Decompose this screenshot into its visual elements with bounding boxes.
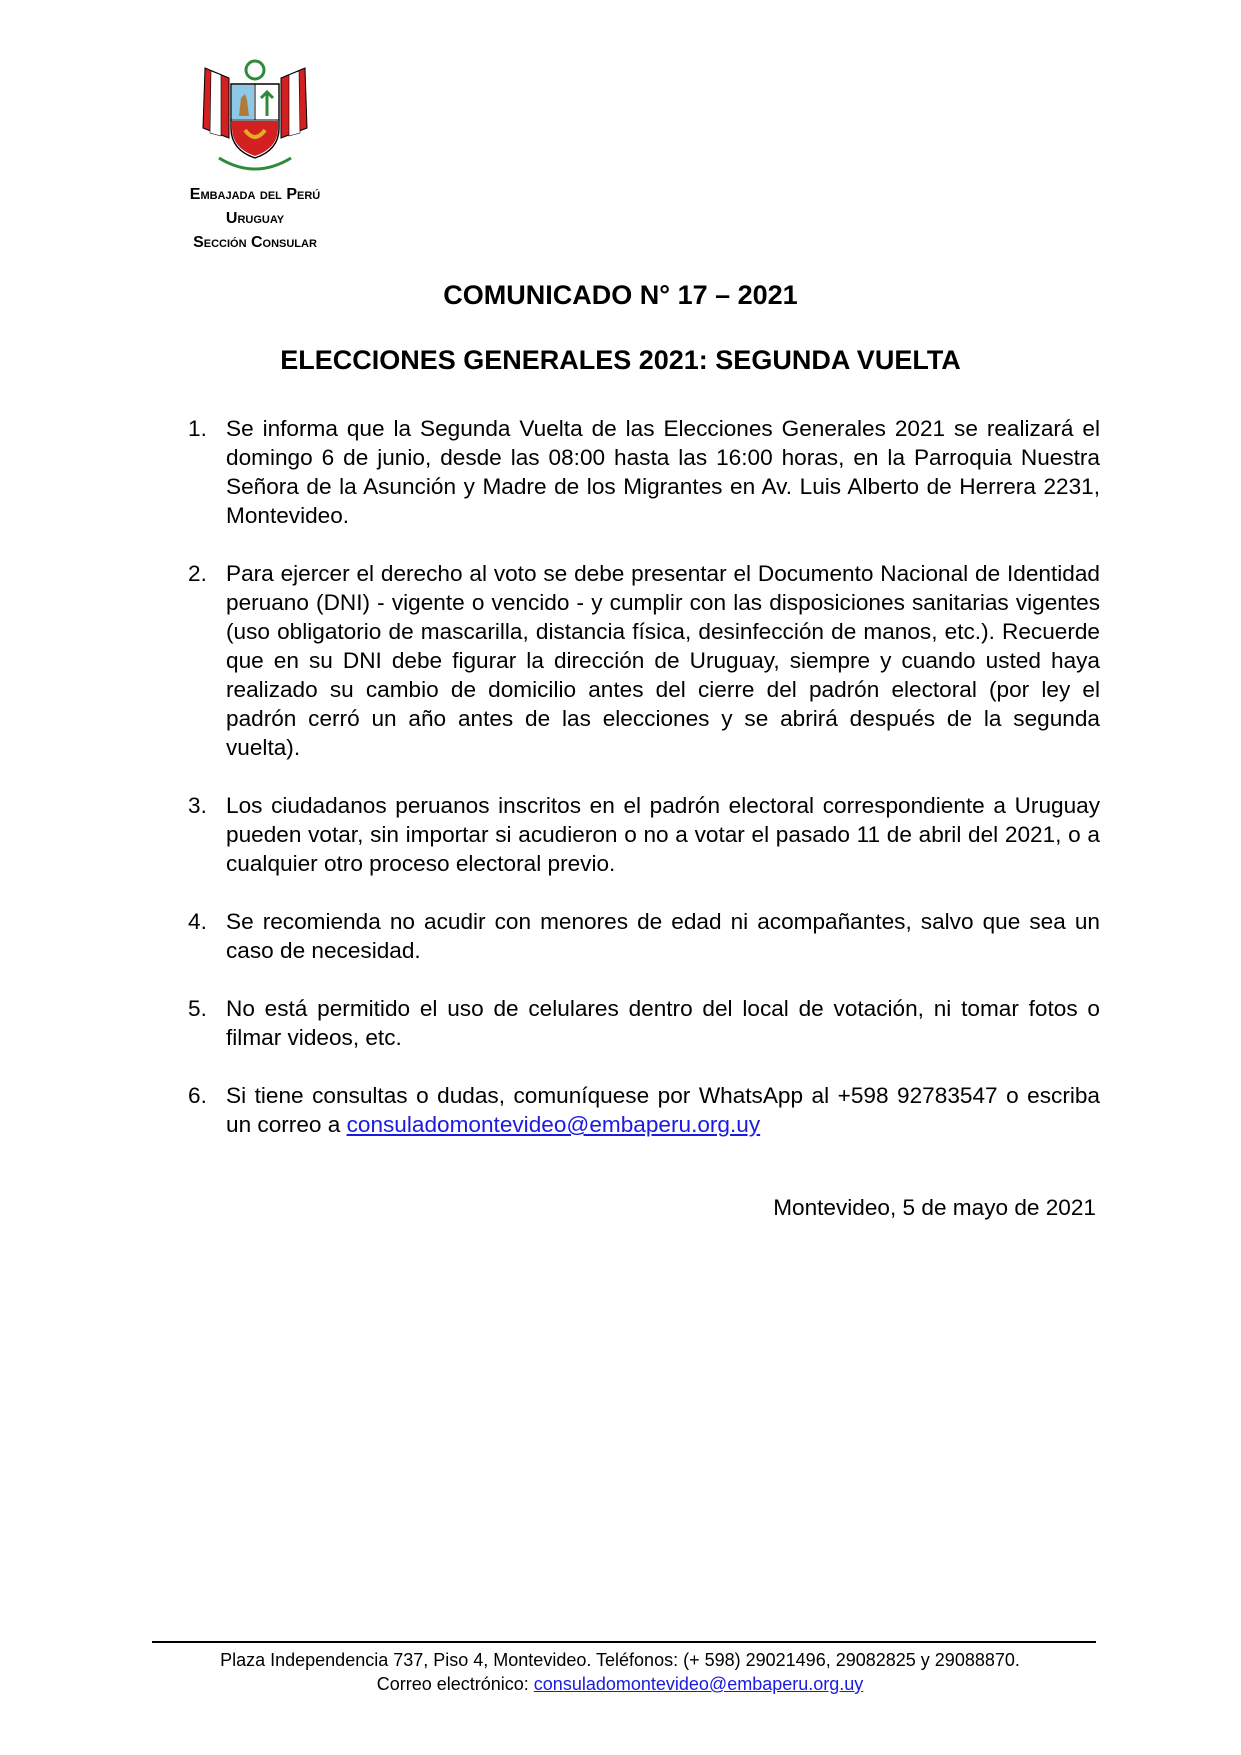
place-date: Montevideo, 5 de mayo de 2021 [773, 1195, 1096, 1220]
notice-list [188, 414, 1100, 1168]
footer-email-link[interactable]: consuladomontevideo@embaperu.org.uy [533, 1674, 864, 1694]
item-text: Para ejercer el derecho al voto se debe presentar el Documento Nacional de Identidad peruano (DNI) - vigente o vencido - y cumplir con las disposiciones sanitarias vigentes (uso obligatorio de mascarilla, distancia física, desinfección de manos, etc.). Recuerde que en su DNI debe figurar la dirección de Uruguay, siempre y cuando usted haya realizado su cambio de domicilio antes del cierre del padrón electoral (por ley el padrón cerró un año antes de las elecciones y se abrirá después de la segunda vuelta). [226, 561, 1100, 760]
item-number: 2. [188, 561, 207, 586]
item-text: Los ciudadanos peruanos inscritos en el padrón electoral correspondiente a Uruguay pueden votar, sin importar si acudieron o no a votar el pasado 11 de abril del 2021, o a cualquier otro proceso electoral previo. [226, 793, 1100, 876]
footer-divider [152, 1641, 1096, 1643]
list-item [188, 1081, 1100, 1139]
item-number: 4. [188, 909, 207, 934]
item-number: 5. [188, 996, 207, 1021]
footer-address: Plaza Independencia 737, Piso 4, Montevideo. Teléfonos: (+ 598) 29021496, 29082825 y 29088870. [220, 1650, 1020, 1670]
letterhead [140, 183, 370, 255]
item-number: 3. [188, 793, 207, 818]
embassy-country: Uruguay [225, 210, 285, 227]
footer-email-line [120, 1672, 1120, 1696]
subject-title: ELECCIONES GENERALES 2021: SEGUNDA VUELTA [280, 345, 961, 375]
item-text: Se recomienda no acudir con menores de edad ni acompañantes, salvo que sea un caso de necesidad. [226, 909, 1100, 963]
item-number: 6. [188, 1083, 207, 1108]
list-item [188, 791, 1100, 878]
embassy-name: Embajada del Perú [189, 186, 321, 203]
list-item [188, 907, 1100, 965]
contact-email-link[interactable]: consuladomontevideo@embaperu.org.uy [346, 1112, 761, 1137]
coat-of-arms-icon [199, 58, 311, 180]
communique-title: COMUNICADO N° 17 – 2021 [443, 280, 798, 310]
list-item [188, 414, 1100, 530]
footer-email-label: Correo electrónico: [376, 1674, 534, 1694]
list-item [188, 559, 1100, 762]
embassy-section: Sección Consular [193, 234, 317, 251]
item-text: Se informa que la Segunda Vuelta de las Elecciones Generales 2021 se realizará el domingo 6 de junio, desde las 08:00 hasta las 16:00 horas, en la Parroquia Nuestra Señora de la Asunción y Madre de los Migrantes en Av. Luis Alberto de Herrera 2231, Montevideo. [226, 416, 1100, 528]
item-text: No está permitido el uso de celulares dentro del local de votación, ni tomar fotos o filmar videos, etc. [226, 996, 1100, 1050]
item-text: Si tiene consultas o dudas, comuníquese por WhatsApp al +598 92783547 o escriba un correo a [226, 1083, 1100, 1137]
item-number: 1. [188, 416, 207, 441]
list-item [188, 994, 1100, 1052]
footer [120, 1648, 1120, 1696]
